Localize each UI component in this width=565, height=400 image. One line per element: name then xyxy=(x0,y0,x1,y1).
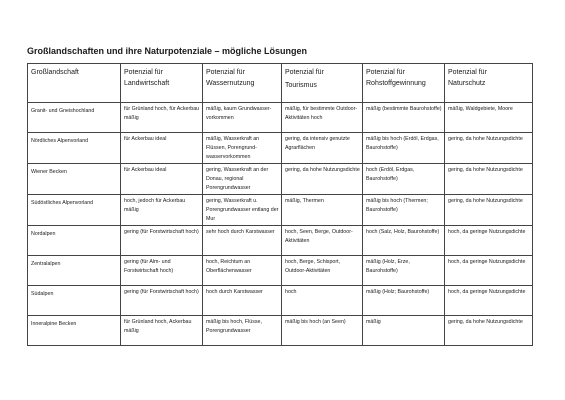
header-rohstoffgewinnung: Potenzial für Rohstoffgewinnung xyxy=(363,64,445,103)
header-tourismus: Potenzial für Tourismus xyxy=(282,64,363,103)
table-row xyxy=(28,226,533,256)
cell-landwirtschaft: gering (für Forstwirtschaft hoch) xyxy=(121,226,203,256)
cell-naturschutz: gering, da hohe Nutzungsdichte xyxy=(445,316,533,346)
table-row xyxy=(28,195,533,226)
cell-naturschutz: gering, da hohe Nutzungsdichte xyxy=(445,195,533,226)
cell-landwirtschaft: für Ackerbau ideal xyxy=(121,133,203,164)
cell-wassernutzung: mäßig bis hoch, Flüsse, Porengrundwasser xyxy=(203,316,282,346)
cell-tourismus: hoch, Berge, Schisport, Outdoor-Aktivitäten xyxy=(282,256,363,286)
cell-landschaft: Zentralalpen xyxy=(28,256,121,286)
header-grosslandschaft: Großlandschaft xyxy=(28,64,121,103)
cell-wassernutzung: mäßig, kaum Grundwasser-vorkommen xyxy=(203,103,282,133)
cell-wassernutzung: gering, Wasserkraft u. Porengrundwasser entlang der Mur xyxy=(203,195,282,226)
cell-landwirtschaft: für Grünland hoch, Ackerbau mäßig xyxy=(121,316,203,346)
header-landwirtschaft: Potenzial für Landwirtschaft xyxy=(121,64,203,103)
cell-wassernutzung: sehr hoch durch Karstwasser xyxy=(203,226,282,256)
cell-wassernutzung: mäßig, Wasserkraft an Flüssen, Porengrund-wasservorkommen xyxy=(203,133,282,164)
cell-landschaft: Wiener Becken xyxy=(28,164,121,195)
potential-table xyxy=(27,63,533,346)
table-row xyxy=(28,256,533,286)
table-row xyxy=(28,164,533,195)
cell-rohstoffgewinnung: mäßig (bestimmte Baurohstoffe) xyxy=(363,103,445,133)
cell-naturschutz: gering, da hohe Nutzungsdichte xyxy=(445,133,533,164)
cell-rohstoffgewinnung: hoch (Erdöl, Erdgas, Baurohstoffe) xyxy=(363,164,445,195)
cell-landwirtschaft: gering (für Forstwirtschaft hoch) xyxy=(121,286,203,316)
table-row xyxy=(28,103,533,133)
cell-tourismus: hoch, Seen, Berge, Outdoor-Aktivitäten xyxy=(282,226,363,256)
cell-landschaft: Südöstliches Alpenvorland xyxy=(28,195,121,226)
cell-landschaft: Inneralpine Becken xyxy=(28,316,121,346)
cell-rohstoffgewinnung: mäßig bis hoch (Erdöl, Erdgas, Baurohstoffe) xyxy=(363,133,445,164)
cell-naturschutz: mäßig, Waldgebiete, Moore xyxy=(445,103,533,133)
cell-tourismus: gering, da intensiv genutzte Agrarflächen xyxy=(282,133,363,164)
cell-tourismus: mäßig bis hoch (an Seen) xyxy=(282,316,363,346)
cell-landwirtschaft: für Grünland hoch, für Ackerbau mäßig xyxy=(121,103,203,133)
cell-rohstoffgewinnung: mäßig (Holz; Baurohstoffe) xyxy=(363,286,445,316)
page-title: Großlandschaften und ihre Naturpotenziale – mögliche Lösungen xyxy=(27,46,308,56)
table-row xyxy=(28,316,533,346)
cell-wassernutzung: hoch durch Karstwasser xyxy=(203,286,282,316)
header-naturschutz: Potenzial für Naturschutz xyxy=(445,64,533,103)
cell-naturschutz: hoch, da geringe Nutzungsdichte xyxy=(445,256,533,286)
cell-tourismus: hoch xyxy=(282,286,363,316)
cell-tourismus: mäßig, für bestimmte Outdoor-Aktivitäten hoch xyxy=(282,103,363,133)
cell-rohstoffgewinnung: mäßig (Holz, Erze, Baurohstoffe) xyxy=(363,256,445,286)
cell-landwirtschaft: hoch, jedoch für Ackerbau mäßig xyxy=(121,195,203,226)
cell-rohstoffgewinnung: mäßig bis hoch (Thermen; Baurohstoffe) xyxy=(363,195,445,226)
cell-naturschutz: hoch, da geringe Nutzungsdichte xyxy=(445,286,533,316)
cell-naturschutz: gering, da hohe Nutzungsdichte xyxy=(445,164,533,195)
cell-landschaft: Südalpen xyxy=(28,286,121,316)
cell-landschaft: Nordalpen xyxy=(28,226,121,256)
header-wassernutzung: Potenzial für Wassernutzung xyxy=(203,64,282,103)
cell-rohstoffgewinnung: hoch (Salz, Holz, Baurohstoffe) xyxy=(363,226,445,256)
cell-naturschutz: hoch, da geringe Nutzungsdichte xyxy=(445,226,533,256)
cell-wassernutzung: gering, Wasserkraft an der Donau, regional Porengrundwasser xyxy=(203,164,282,195)
cell-wassernutzung: hoch, Reichtum an Oberflächenwasser xyxy=(203,256,282,286)
table-row xyxy=(28,133,533,164)
table-row xyxy=(28,286,533,316)
cell-landschaft: Granit- und Gneishochland xyxy=(28,103,121,133)
cell-tourismus: mäßig, Thermen xyxy=(282,195,363,226)
cell-rohstoffgewinnung: mäßig xyxy=(363,316,445,346)
cell-tourismus: gering, da hohe Nutzungsdichte xyxy=(282,164,363,195)
cell-landschaft: Nördliches Alpenvorland xyxy=(28,133,121,164)
cell-landwirtschaft: für Ackerbau ideal xyxy=(121,164,203,195)
table-header-row xyxy=(28,64,533,103)
cell-landwirtschaft: gering (für Alm- und Forstwirtschaft hoch) xyxy=(121,256,203,286)
